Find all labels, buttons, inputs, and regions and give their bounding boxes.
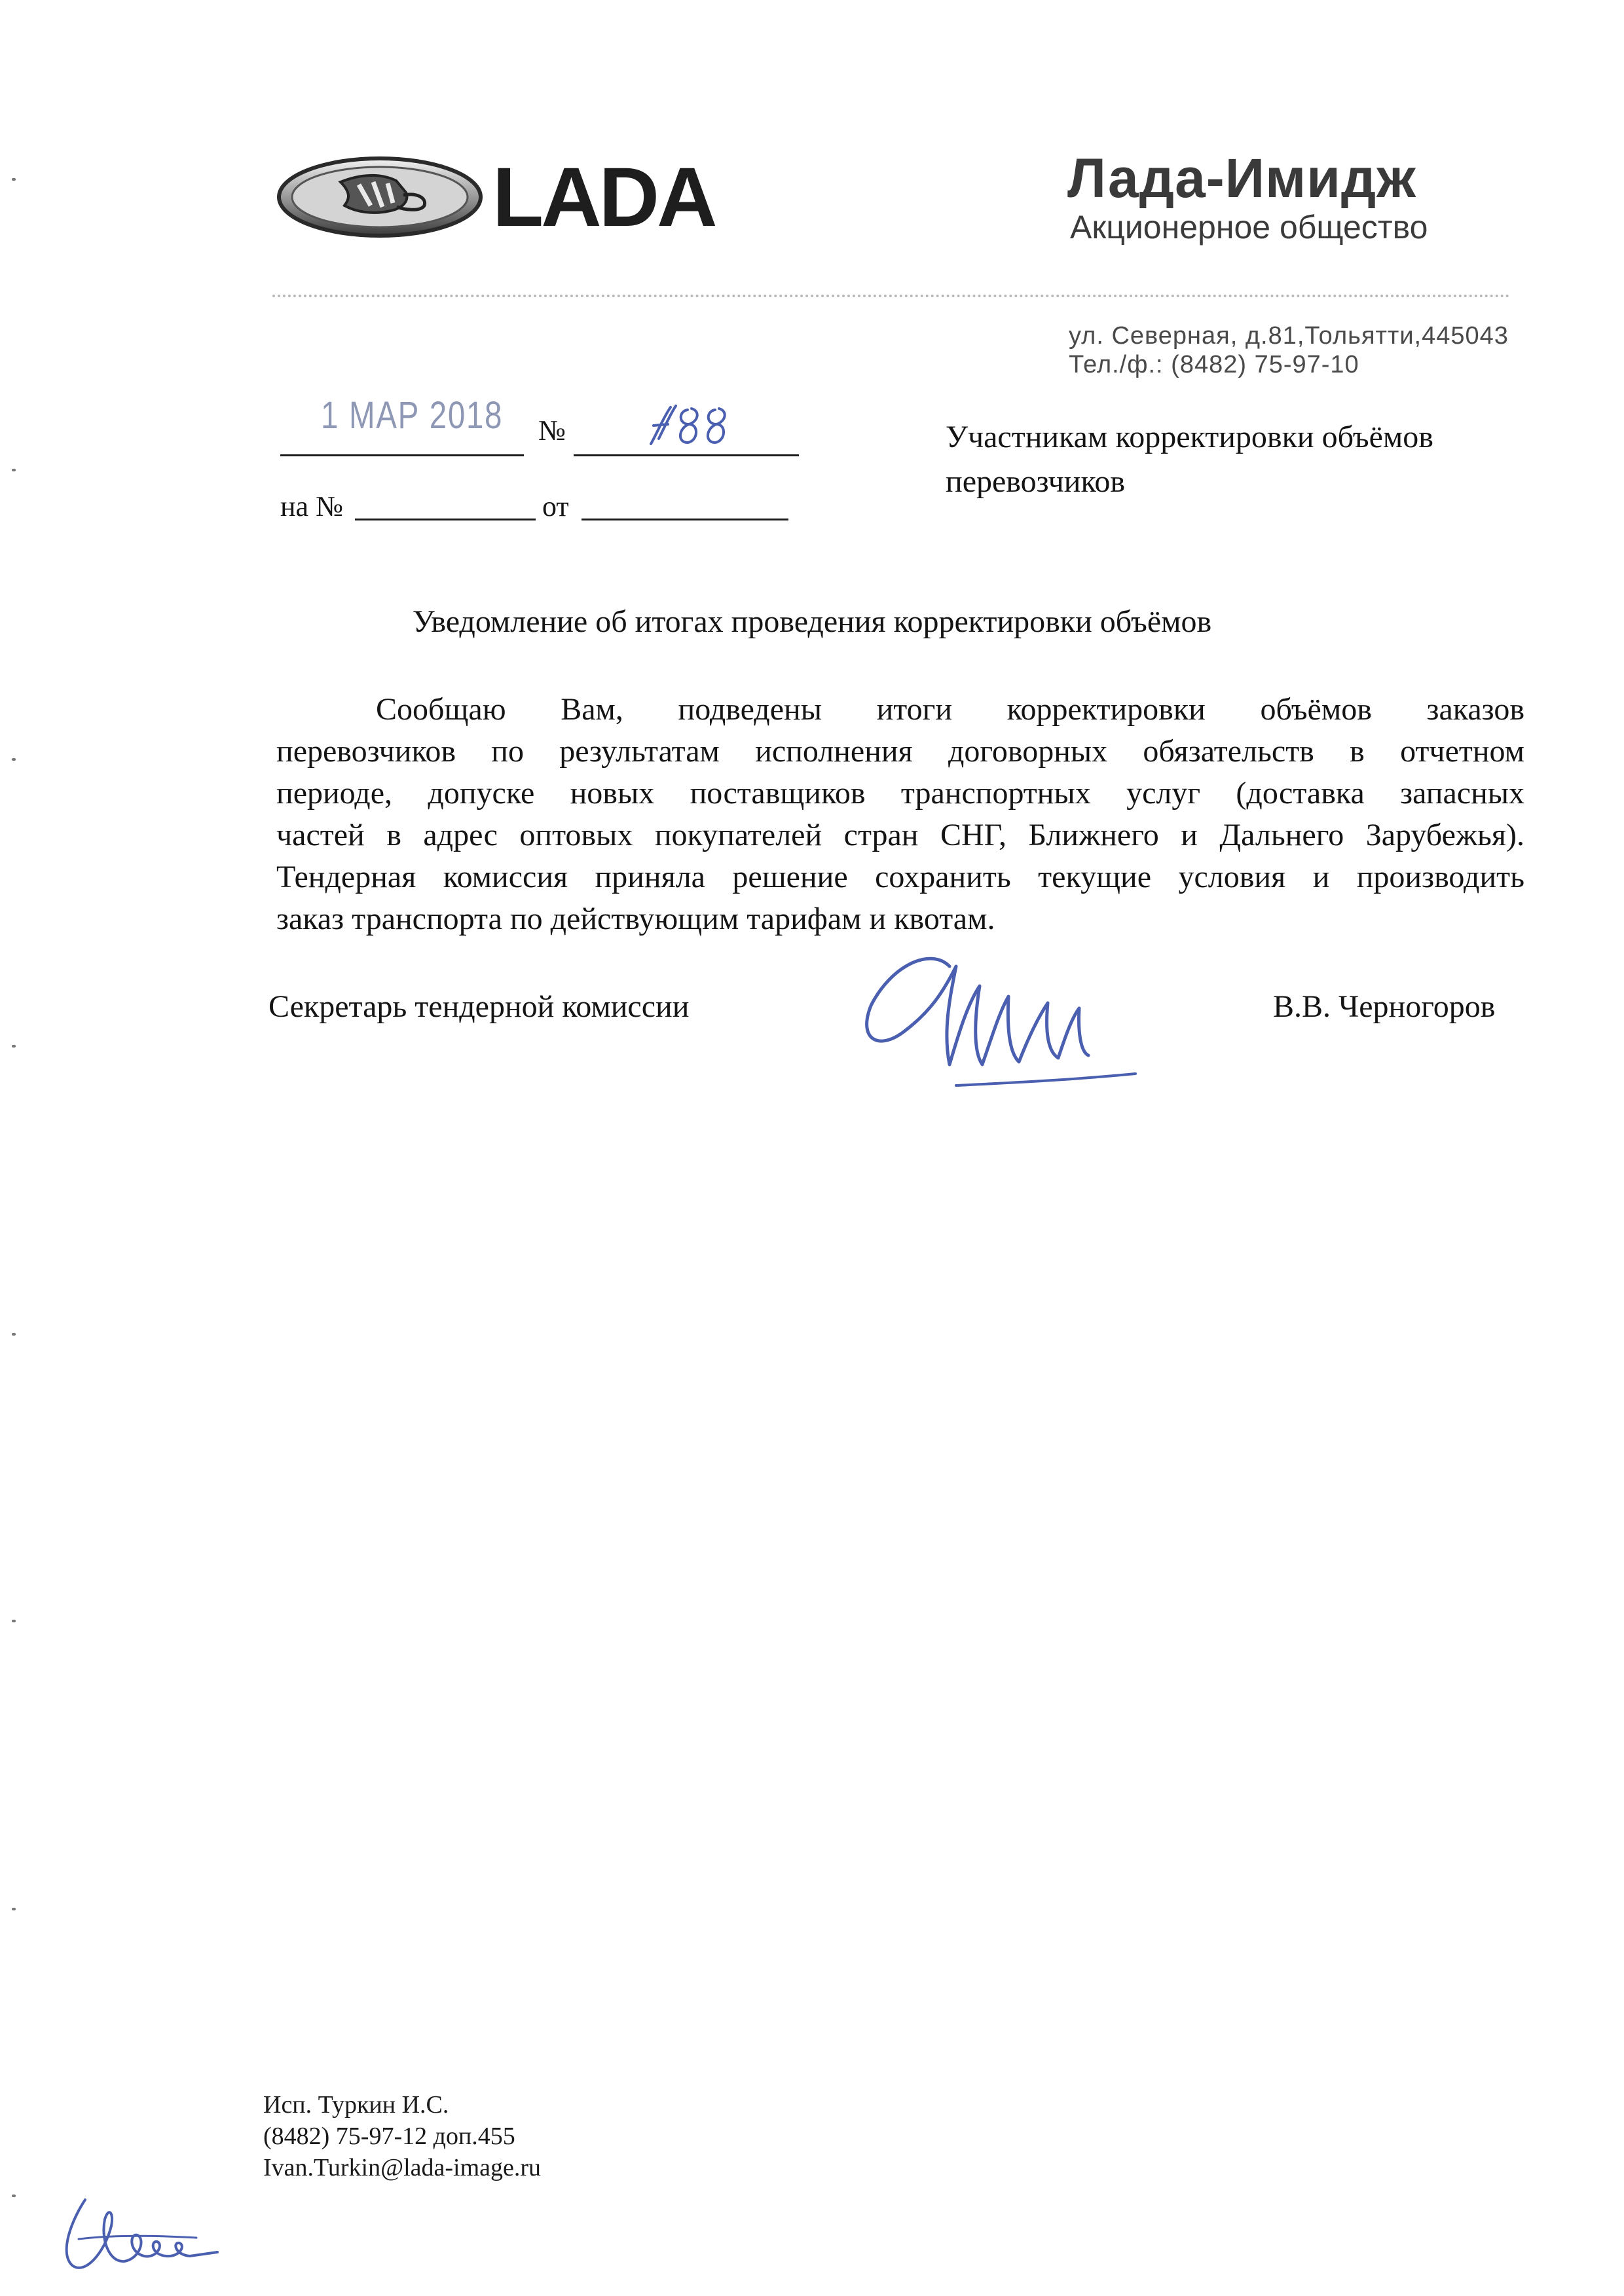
handwritten-reg-number: [642, 402, 733, 458]
company-address: ул. Северная, д.81,Тольятти,445043: [1069, 322, 1509, 350]
header-divider: [272, 295, 1510, 297]
date-underline: [280, 454, 524, 456]
addressee-line: Участникам корректировки объёмов: [946, 420, 1433, 454]
addressee-line: перевозчиков: [946, 464, 1126, 499]
initials-signature-icon: [46, 2180, 229, 2288]
reference-number-underline: [355, 519, 536, 520]
body-text-line: Сообщаю Вам, подведены итоги корректировки объёмов заказов: [376, 692, 1524, 727]
body-text-line: перевозчиков по результатам исполнения договорных обязательств в отчетном: [276, 734, 1524, 769]
scan-speck: [12, 469, 16, 471]
number-sign: №: [538, 414, 566, 446]
document-title: Уведомление об итогах проведения корректировки объёмов: [412, 604, 1212, 639]
scan-speck: [12, 1045, 16, 1048]
company-phone: Тел./ф.: (8482) 75-97-10: [1069, 351, 1359, 378]
scan-speck: [12, 758, 16, 761]
body-text-line: периоде, допуске новых поставщиков транспортных услуг (доставка запасных: [276, 776, 1524, 811]
scan-speck: [12, 1620, 16, 1622]
body-text-line: заказ транспорта по действующим тарифам и квотам.: [276, 902, 995, 936]
executor-phone: (8482) 75-97-12 доп.455: [263, 2123, 515, 2150]
scan-speck: [12, 1908, 16, 1910]
executor-email: Ivan.Turkin@lada-image.ru: [263, 2154, 542, 2181]
body-text-line: частей в адрес оптовых покупателей стран СНГ, Ближнего и Дальнего Зарубежья).: [276, 818, 1524, 852]
body-text-line: Тендерная комиссия приняла решение сохранить текущие условия и производить: [276, 860, 1524, 894]
signature-icon: [851, 940, 1166, 1107]
reference-date-label: от: [542, 490, 569, 522]
scan-speck: [12, 1333, 16, 1336]
lada-logo-icon: [275, 155, 485, 243]
date-stamp: 1 МАР 2018: [321, 394, 504, 437]
company-name: Лада-Имидж: [1067, 147, 1416, 209]
scan-speck: [12, 178, 16, 181]
company-type: Акционерное общество: [1070, 209, 1428, 246]
signer-role: Секретарь тендерной комиссии: [268, 989, 690, 1024]
executor-name: Исп. Туркин И.С.: [263, 2091, 449, 2119]
brand-wordmark: LADA: [492, 151, 715, 244]
signer-name: В.В. Черногоров: [1273, 989, 1496, 1024]
reference-label: на №: [280, 490, 344, 522]
reference-date-underline: [581, 519, 788, 520]
scan-speck: [12, 2195, 16, 2197]
